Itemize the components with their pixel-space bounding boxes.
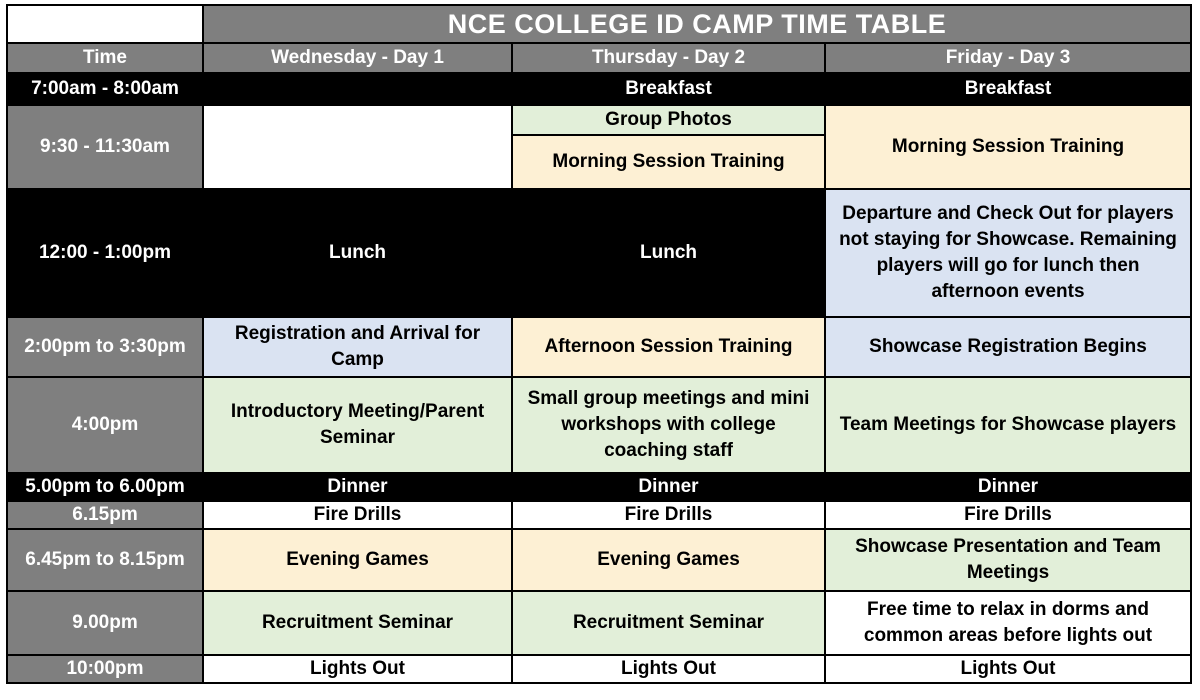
day2-cell: Recruitment Seminar <box>512 591 825 655</box>
day3-cell: Free time to relax in dorms and common areas before lights out <box>825 591 1191 655</box>
header-day3: Friday - Day 3 <box>825 43 1191 73</box>
day3-cell: Team Meetings for Showcase players <box>825 377 1191 473</box>
day1-cell: Registration and Arrival for Camp <box>203 317 512 377</box>
day1-cell: Recruitment Seminar <box>203 591 512 655</box>
day1-cell: Fire Drills <box>203 501 512 529</box>
time-cell: 10:00pm <box>7 655 203 683</box>
time-cell: 4:00pm <box>7 377 203 473</box>
row-9pm <box>7 591 1191 655</box>
day2-cell: Breakfast <box>512 73 825 105</box>
camp-timetable <box>6 4 1192 684</box>
row-breakfast <box>7 73 1191 105</box>
day1-cell: Dinner <box>203 473 512 501</box>
day3-cell: Fire Drills <box>825 501 1191 529</box>
time-cell: 5.00pm to 6.00pm <box>7 473 203 501</box>
header-day1: Wednesday - Day 1 <box>203 43 512 73</box>
row-4pm <box>7 377 1191 473</box>
day2-cell: Small group meetings and mini workshops with college coaching staff <box>512 377 825 473</box>
day3-cell: Breakfast <box>825 73 1191 105</box>
day3-cell: Departure and Check Out for players not staying for Showcase. Remaining players will go for lunch then afternoon events <box>825 189 1191 317</box>
corner-cell <box>7 5 203 43</box>
day2-cell: Afternoon Session Training <box>512 317 825 377</box>
row-morning-a <box>7 105 1191 135</box>
day2-cell: Lights Out <box>512 655 825 683</box>
timetable-container <box>6 4 1192 684</box>
time-cell: 12:00 - 1:00pm <box>7 189 203 317</box>
header-day2: Thursday - Day 2 <box>512 43 825 73</box>
header-time: Time <box>7 43 203 73</box>
row-evening-games <box>7 529 1191 591</box>
day1-cell <box>203 73 512 105</box>
day2-group-photos-cell: Group Photos <box>512 105 825 135</box>
time-cell: 6.15pm <box>7 501 203 529</box>
day3-cell: Showcase Registration Begins <box>825 317 1191 377</box>
day1-cell: Evening Games <box>203 529 512 591</box>
day2-cell: Dinner <box>512 473 825 501</box>
day2-cell: Fire Drills <box>512 501 825 529</box>
row-lights-out <box>7 655 1191 683</box>
day2-cell: Lunch <box>512 189 825 317</box>
day1-cell: Lights Out <box>203 655 512 683</box>
row-fire-drills <box>7 501 1191 529</box>
day2-morning-training-cell: Morning Session Training <box>512 135 825 189</box>
day3-cell: Lights Out <box>825 655 1191 683</box>
row-dinner <box>7 473 1191 501</box>
day3-cell: Morning Session Training <box>825 105 1191 189</box>
time-cell: 2:00pm to 3:30pm <box>7 317 203 377</box>
row-lunch <box>7 189 1191 317</box>
day1-cell: Lunch <box>203 189 512 317</box>
day3-cell: Dinner <box>825 473 1191 501</box>
row-afternoon <box>7 317 1191 377</box>
time-cell: 7:00am - 8:00am <box>7 73 203 105</box>
table-title: NCE COLLEGE ID CAMP TIME TABLE <box>203 5 1191 43</box>
time-cell: 6.45pm to 8.15pm <box>7 529 203 591</box>
day3-cell: Showcase Presentation and Team Meetings <box>825 529 1191 591</box>
day2-cell: Evening Games <box>512 529 825 591</box>
time-cell: 9:30 - 11:30am <box>7 105 203 189</box>
title-row <box>7 5 1191 43</box>
time-cell: 9.00pm <box>7 591 203 655</box>
header-row <box>7 43 1191 73</box>
day1-cell: Introductory Meeting/Parent Seminar <box>203 377 512 473</box>
day1-cell <box>203 105 512 189</box>
